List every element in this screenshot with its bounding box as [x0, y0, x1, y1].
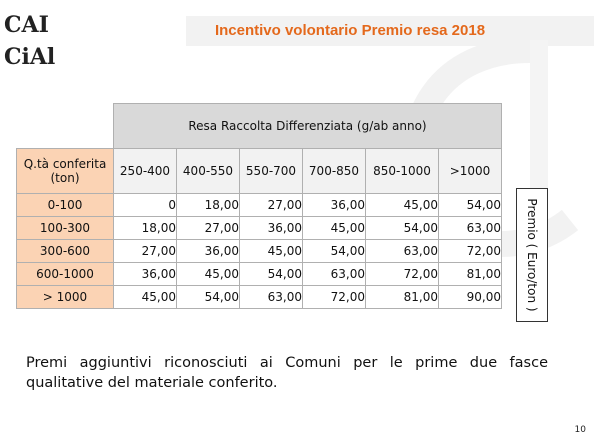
row-label: > 1000 — [17, 286, 114, 309]
row-header-title: Q.tà conferita (ton) — [17, 149, 114, 194]
column-header: 400-550 — [177, 149, 240, 194]
logo — [4, 8, 56, 70]
table-row — [17, 286, 502, 309]
logo-mark-icon — [4, 8, 56, 70]
table-cell: 36,00 — [303, 194, 366, 217]
table-cell: 27,00 — [114, 240, 177, 263]
column-header: 700-850 — [303, 149, 366, 194]
table-cell: 18,00 — [114, 217, 177, 240]
logo-bottom-text: CiAl — [4, 44, 56, 70]
premio-table — [16, 103, 502, 309]
table-cell: 54,00 — [366, 217, 439, 240]
row-label: 600-1000 — [17, 263, 114, 286]
table-cell: 63,00 — [240, 286, 303, 309]
table-cell: 45,00 — [303, 217, 366, 240]
table-row — [17, 240, 502, 263]
table-cell: 54,00 — [177, 286, 240, 309]
footnote: Premi aggiuntivi riconosciuti ai Comuni per le prime due fasce qualitative del materiale conferito. — [26, 355, 548, 391]
row-label: 100-300 — [17, 217, 114, 240]
table-cell: 0 — [114, 194, 177, 217]
table-cell: 45,00 — [114, 286, 177, 309]
table-row — [17, 217, 502, 240]
table-cell: 36,00 — [114, 263, 177, 286]
row-label: 300-600 — [17, 240, 114, 263]
table-cell: 63,00 — [303, 263, 366, 286]
table-row — [17, 194, 502, 217]
table-cell: 72,00 — [303, 286, 366, 309]
logo-top-text: CAI — [4, 12, 49, 38]
table-cell: 54,00 — [240, 263, 303, 286]
table-cell: 90,00 — [439, 286, 502, 309]
page-title: Incentivo volontario Premio resa 2018 — [214, 22, 486, 39]
column-header: >1000 — [439, 149, 502, 194]
column-header: 550-700 — [240, 149, 303, 194]
column-header: 850-1000 — [366, 149, 439, 194]
table-corner — [17, 104, 114, 149]
page-number: 10 — [574, 425, 586, 435]
premio-unit-text: Premio ( Euro/ton ) — [525, 198, 539, 312]
column-header: 250-400 — [114, 149, 177, 194]
table-cell: 72,00 — [439, 240, 502, 263]
table-cell: 27,00 — [177, 217, 240, 240]
row-label: 0-100 — [17, 194, 114, 217]
table-cell: 54,00 — [303, 240, 366, 263]
table-cell: 81,00 — [439, 263, 502, 286]
table-cell: 63,00 — [366, 240, 439, 263]
super-header: Resa Raccolta Differenziata (g/ab anno) — [114, 104, 502, 149]
table-cell: 18,00 — [177, 194, 240, 217]
table-cell: 36,00 — [240, 217, 303, 240]
table-cell: 45,00 — [177, 263, 240, 286]
table-cell: 36,00 — [177, 240, 240, 263]
table-row — [17, 263, 502, 286]
table-cell: 54,00 — [439, 194, 502, 217]
table-cell: 63,00 — [439, 217, 502, 240]
table-cell: 72,00 — [366, 263, 439, 286]
table-cell: 45,00 — [240, 240, 303, 263]
table-cell: 27,00 — [240, 194, 303, 217]
premio-unit-label — [516, 188, 548, 322]
table-cell: 45,00 — [366, 194, 439, 217]
table-cell: 81,00 — [366, 286, 439, 309]
